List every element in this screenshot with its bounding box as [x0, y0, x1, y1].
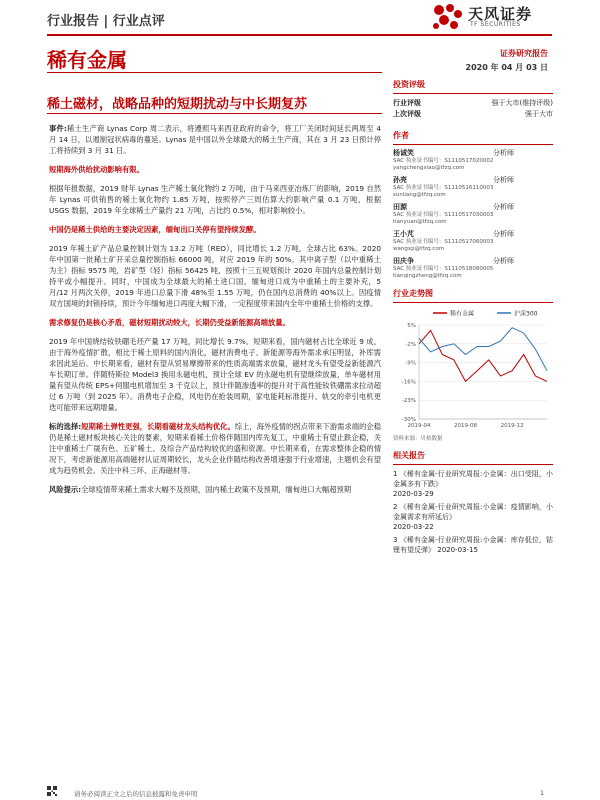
company-logo — [430, 0, 580, 34]
paragraph: 2019 年稀土矿产品总量控制计划为 13.2 万吨（REO），同比增长 1.2 万吨，全球占比 63%。2020 年中国第一批稀土矿开采总量控制指标 66000 吨，对应 2019 年的 50%。其中离子型（以中重稀土为主）指标 9575 吨，岩矿型（轻）指标 56425 吨，按照十三五规划预计 2020 年国内总量控制计划持平或小幅提升。同时，中国成为全球最大的稀土进口国，缅甸进口成为中重稀土的主要补充，5 月/12 月两次关停，2019 年进口总量下滑 48%至 1.55 万吨，仍在国内总消费的 40%以上。因疫情双方国境的封锁持续，预计今年缅甸进口再度大幅下滑，一定程度带来国内全年中重稀土价格的支撑。 — [49, 244, 381, 308]
analyst-role: 分析师 — [493, 203, 514, 211]
legend-label: 沪深300 — [514, 310, 538, 318]
authors-heading: 作者 — [393, 131, 409, 140]
x-tick-label: 2019-12 — [500, 423, 524, 429]
related-list — [393, 469, 553, 555]
paragraph-risk: 风险提示:全球疫情带来稀土需求大幅不及预期，国内稀土政策不及预期，缅甸进口大幅超预期 — [49, 485, 352, 494]
section-heading: 中国仍是稀土供给的主要决定因素，缅甸出口关停有望持续发酵。 — [49, 225, 261, 234]
page-number: 1 — [540, 789, 545, 797]
analyst-sac: SAC 执业证书编号：S1110516110003 — [393, 185, 494, 191]
section-heading: 短期海外供给扰动影响有限。 — [49, 165, 144, 174]
y-tick-label: -2% — [405, 341, 416, 348]
analyst-email[interactable]: tianqingzheng@tfzq.com — [393, 273, 462, 279]
section-heading: 需求修复仍是核心矛盾，磁材短期扰动较大，长期仍受益新能源高端放量。 — [49, 318, 290, 327]
related-report[interactable]: 1 《稀有金属-行业研究周报:小金属：出口受阻，小金属多有下跌》 2020-03-29 — [393, 470, 553, 498]
rating-divider — [393, 93, 553, 94]
analyst-name: 孙亮 — [393, 176, 407, 184]
chart-source: 资料来源：贝格数据 — [393, 436, 443, 442]
qr-code-icon — [47, 786, 57, 796]
sector-divider — [47, 72, 382, 73]
paragraph-event: 事件:稀土生产商 Lynas Corp 周二表示，将遵照马来西亚政府的命令，将工厂关闭时间延长两周至 4 月 14 日，以遏制冠状病毒的蔓延。Lynas 是中国以外全球最大的稀土生产商，其在 3 月 23 日预计停工将持续到 3 月 31 日。 — [49, 124, 381, 155]
related-report[interactable]: 3 《稀有金属-行业研究周报:小金属：库存低位，钴锂有望反弹》 2020-03-15 — [393, 536, 553, 554]
legend-label: 稀有金属 — [450, 310, 475, 318]
analyst-email[interactable]: sunliang@tfzq.com — [393, 192, 446, 198]
related-date: 2020-03-22 — [393, 523, 434, 531]
analyst-card — [393, 176, 553, 199]
header-divider — [47, 34, 552, 36]
analyst-role: 分析师 — [493, 257, 514, 265]
analyst-email[interactable]: wangxp@tfzq.com — [393, 246, 445, 252]
y-tick-label: 5% — [407, 323, 416, 329]
x-tick-label: 2019-08 — [454, 423, 478, 429]
authors-divider — [393, 144, 553, 145]
sector-title: 稀有金属 — [47, 48, 127, 72]
headline: 稀土磁材，战略品种的短期扰动与中长期复苏 — [47, 97, 308, 112]
y-tick-label: -23% — [401, 398, 416, 405]
report-date: 2020 年 04 月 03 日 — [465, 63, 548, 72]
report-type: 证券研究报告 — [500, 49, 548, 58]
analyst-name: 田庆争 — [393, 257, 414, 265]
analyst-name: 王小芃 — [393, 230, 414, 238]
related-date: 2020-03-29 — [393, 490, 434, 498]
analyst-sac: SAC 执业证书编号：S1110517030003 — [393, 212, 494, 218]
paragraph: 根据年报数据，2019 财年 Lynas 生产稀土氧化物约 2 万吨，由于马来西亚冶炼厂的影响，2019 自然年 Lynas 可供销售的稀土氧化物约 1.85 万吨，按照停产三周估算大约影响产量 0.1 万吨，根据 USGS 数据，2019 年全球稀土产量约 21 万吨，占比约 0.5%，相对影响较小。 — [49, 184, 381, 215]
trend-divider — [393, 302, 553, 303]
analyst-email[interactable]: yangchengxiao@tfzq.com — [393, 165, 465, 171]
analyst-name: 杨诚笑 — [393, 149, 414, 157]
logo-subtext: TF SECURITIES — [470, 21, 521, 28]
paragraph-selection: 标的选择:短期稀土弹性更强，长期看磁材龙头结构优化。综上，海外疫情的拐点带来下游需求端的企稳仍是稀土磁材板块核心关注的要素，短期来看稀土价格伴随国内库先复工，中重稀土有望止跌企稳，关注中重稀土广晟有色、五矿稀土、及综合产品结构较优的盛和资源。中长期来看，在需求整体企稳的情况下，考虑新能源用高端磁材认证周期较长，龙头企业伴随结构改善增速强于行业增速，主题机会有望成为趋势机会。关注中科三环、正海磁材等。 — [49, 422, 382, 475]
y-tick-label: -30% — [401, 417, 416, 423]
trend-chart — [393, 307, 553, 432]
rating-row: 上次评级 强于大市 — [393, 110, 553, 118]
x-tick-label: 2019-04 — [407, 423, 431, 429]
related-date: 2020-03-15 — [437, 546, 478, 554]
y-tick-label: -9% — [405, 360, 416, 367]
trend-chart-svg — [393, 307, 553, 432]
related-divider — [393, 464, 553, 465]
y-tick-label: -16% — [401, 379, 416, 386]
headline-divider — [47, 113, 382, 114]
sidebar — [393, 75, 553, 558]
rating-heading: 投资评级 — [393, 80, 425, 89]
analyst-sac: SAC 执业证书编号：S1110517060003 — [393, 239, 494, 245]
paragraph: 2019 年中国烧结钕铁硼毛坯产量 17 万吨，同比增长 9.7%。短期来看，国内磁材占比全球近 9 成，由于海外疫情扩散，相比于稀土原料的国内消化，磁材消费电子、新能源等海外需求承压明显，补库需求因此延后。中长期来看，磁材有望从贸易摩擦带来的性质高端需求放量，磁材龙头有望受益新能源汽车长期订单。伴随特斯拉 Model3 换用永磁电机，预计全球 EV 的永磁电机有望继续放量，单车磁材用量有望从传统 EPS+伺服电机增加至 3 千克以上，预计伴随渗透率的提升对于高性能钕铁硼需求拉动超过 6 万吨（到 2025 年）。消费电子企稳，风电仍在抢装周期，家电能耗标准提升、轨交的牵引电机更迭可能带来远期增量。 — [49, 337, 381, 412]
breadcrumb: 行业报告 | 行业点评 — [47, 14, 165, 29]
analyst-role: 分析师 — [493, 176, 514, 184]
trend-heading: 行业走势图 — [393, 289, 433, 298]
rating-row: 行业评级 强于大市(维持评级) — [393, 99, 553, 107]
analyst-email[interactable]: tianyuan@tfzq.com — [393, 219, 447, 225]
analyst-sac: SAC 执业证书编号：S1110518080005 — [393, 266, 494, 272]
analyst-role: 分析师 — [493, 149, 514, 157]
logo-text: 天风证券 — [468, 5, 533, 23]
analyst-sac: SAC 执业证书编号：S1110517020002 — [393, 158, 494, 164]
related-heading: 相关报告 — [393, 451, 425, 460]
series-line — [419, 328, 547, 371]
analyst-name: 田源 — [393, 203, 407, 211]
analyst-card — [393, 203, 553, 226]
analyst-card — [393, 230, 553, 253]
analyst-card — [393, 257, 553, 280]
disclaimer-note: 请务必阅读正文之后的信息披露和免责申明 — [74, 790, 198, 798]
logo-mark-icon — [430, 2, 464, 32]
related-report[interactable]: 2 《稀有金属-行业研究周报:小金属：疫情影响，小金属需求有所延后》 2020-03-22 — [393, 503, 553, 531]
main-body — [49, 123, 381, 503]
analyst-role: 分析师 — [493, 230, 514, 238]
analyst-card — [393, 149, 553, 172]
